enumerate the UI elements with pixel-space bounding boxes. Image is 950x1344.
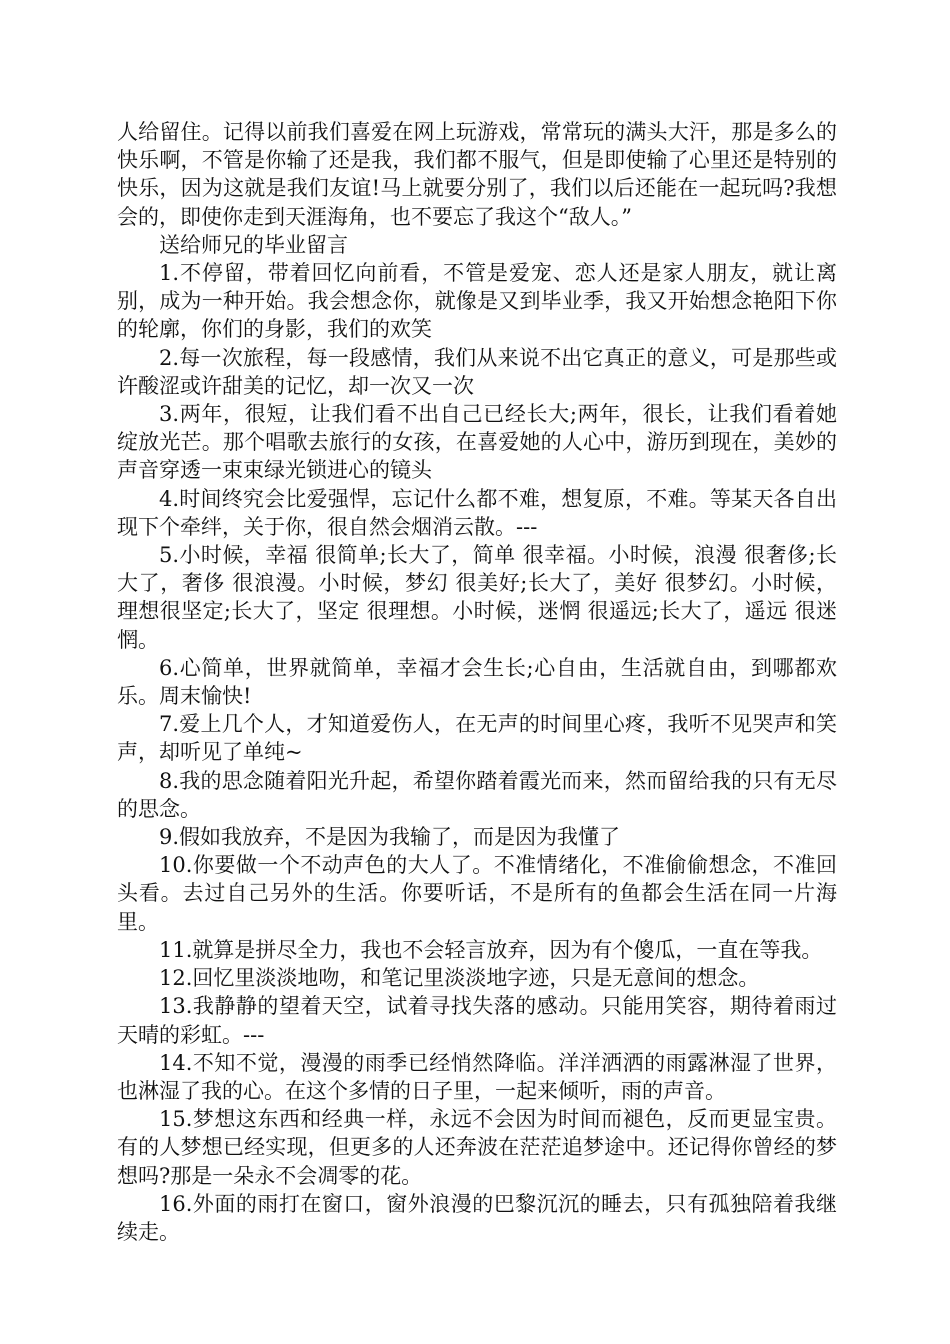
message-item: 7.爱上几个人，才知道爱伤人，在无声的时间里心疼，我听不见哭声和笑声，却听见了单纯~ bbox=[117, 712, 837, 765]
document-page bbox=[117, 118, 837, 1246]
message-item: 8.我的思念随着阳光升起，希望你踏着霞光而来，然而留给我的只有无尽的思念。 bbox=[117, 768, 837, 821]
message-item: 13.我静静的望着天空，试着寻找失落的感动。只能用笑容，期待着雨过天晴的彩虹。--- bbox=[117, 994, 837, 1047]
message-item: 9.假如我放弃，不是因为我输了，而是因为我懂了 bbox=[159, 825, 621, 850]
message-item: 5.小时候，幸福 很简单;长大了，简单 很幸福。小时候，浪漫 很奢侈;长大了，奢侈 很浪漫。小时候，梦幻 很美好;长大了，美好 很梦幻。小时候，理想很坚定;长大了，坚定 很理想。小时候，迷惘 很遥远;长大了，遥远 很迷惘。 bbox=[117, 543, 837, 652]
message-item: 15.梦想这东西和经典一样，永远不会因为时间而褪色，反而更显宝贵。有的人梦想已经实现，但更多的人还奔波在茫茫追梦途中。还记得你曾经的梦想吗?那是一朵永不会凋零的花。 bbox=[117, 1107, 837, 1188]
message-item: 3.两年，很短，让我们看不出自己已经长大;两年，很长，让我们看着她绽放光芒。那个唱歌去旅行的女孩，在喜爱她的人心中，游历到现在，美妙的声音穿透一束束绿光锁进心的镜头 bbox=[117, 402, 837, 483]
message-item: 6.心简单，世界就简单，幸福才会生长;心自由，生活就自由，到哪都欢乐。周末愉快! bbox=[117, 655, 837, 709]
message-item: 11.就算是拼尽全力，我也不会轻言放弃，因为有个傻瓜，一直在等我。 bbox=[159, 937, 823, 962]
message-item: 14.不知不觉，漫漫的雨季已经悄然降临。洋洋洒洒的雨露淋湿了世界，也淋湿了我的心。在这个多情的日子里，一起来倾听，雨的声音。 bbox=[117, 1050, 837, 1103]
message-item: 10.你要做一个不动声色的大人了。不准情绪化，不准偷偷想念，不准回头看。去过自己另外的生活。你要听话，不是所有的鱼都会生活在同一片海里。 bbox=[117, 853, 837, 934]
message-item: 4.时间终究会比爱强悍，忘记什么都不难，想复原，不难。等某天各自出现下个牵绊，关于你，很自然会烟消云散。--- bbox=[117, 486, 837, 539]
message-item: 16.外面的雨打在窗口，窗外浪漫的巴黎沉沉的睡去，只有孤独陪着我继续走。 bbox=[117, 1191, 837, 1244]
section-heading: 送给师兄的毕业留言 bbox=[159, 232, 348, 257]
message-item: 12.回忆里淡淡地吻，和笔记里淡淡地字迹，只是无意间的想念。 bbox=[159, 966, 760, 991]
intro-paragraph: 人给留住。记得以前我们喜爱在网上玩游戏，常常玩的满头大汗，那是多么的快乐啊，不管是你输了还是我，我们都不服气，但是即使输了心里还是特别的快乐，因为这就是我们友谊!马上就要分别了，我们以后还能在一起玩吗?我想会的，即使你走到天涯海角，也不要忘了我这个“敌人。” bbox=[117, 120, 837, 229]
message-item: 1.不停留，带着回忆向前看，不管是爱宠、恋人还是家人朋友，就让离别，成为一种开始。我会想念你，就像是又到毕业季，我又开始想念艳阳下你的轮廓，你们的身影，我们的欢笑 bbox=[117, 261, 837, 342]
message-item: 2.每一次旅程，每一段感情，我们从来说不出它真正的意义，可是那些或许酸涩或许甜美的记忆，却一次又一次 bbox=[117, 345, 837, 398]
